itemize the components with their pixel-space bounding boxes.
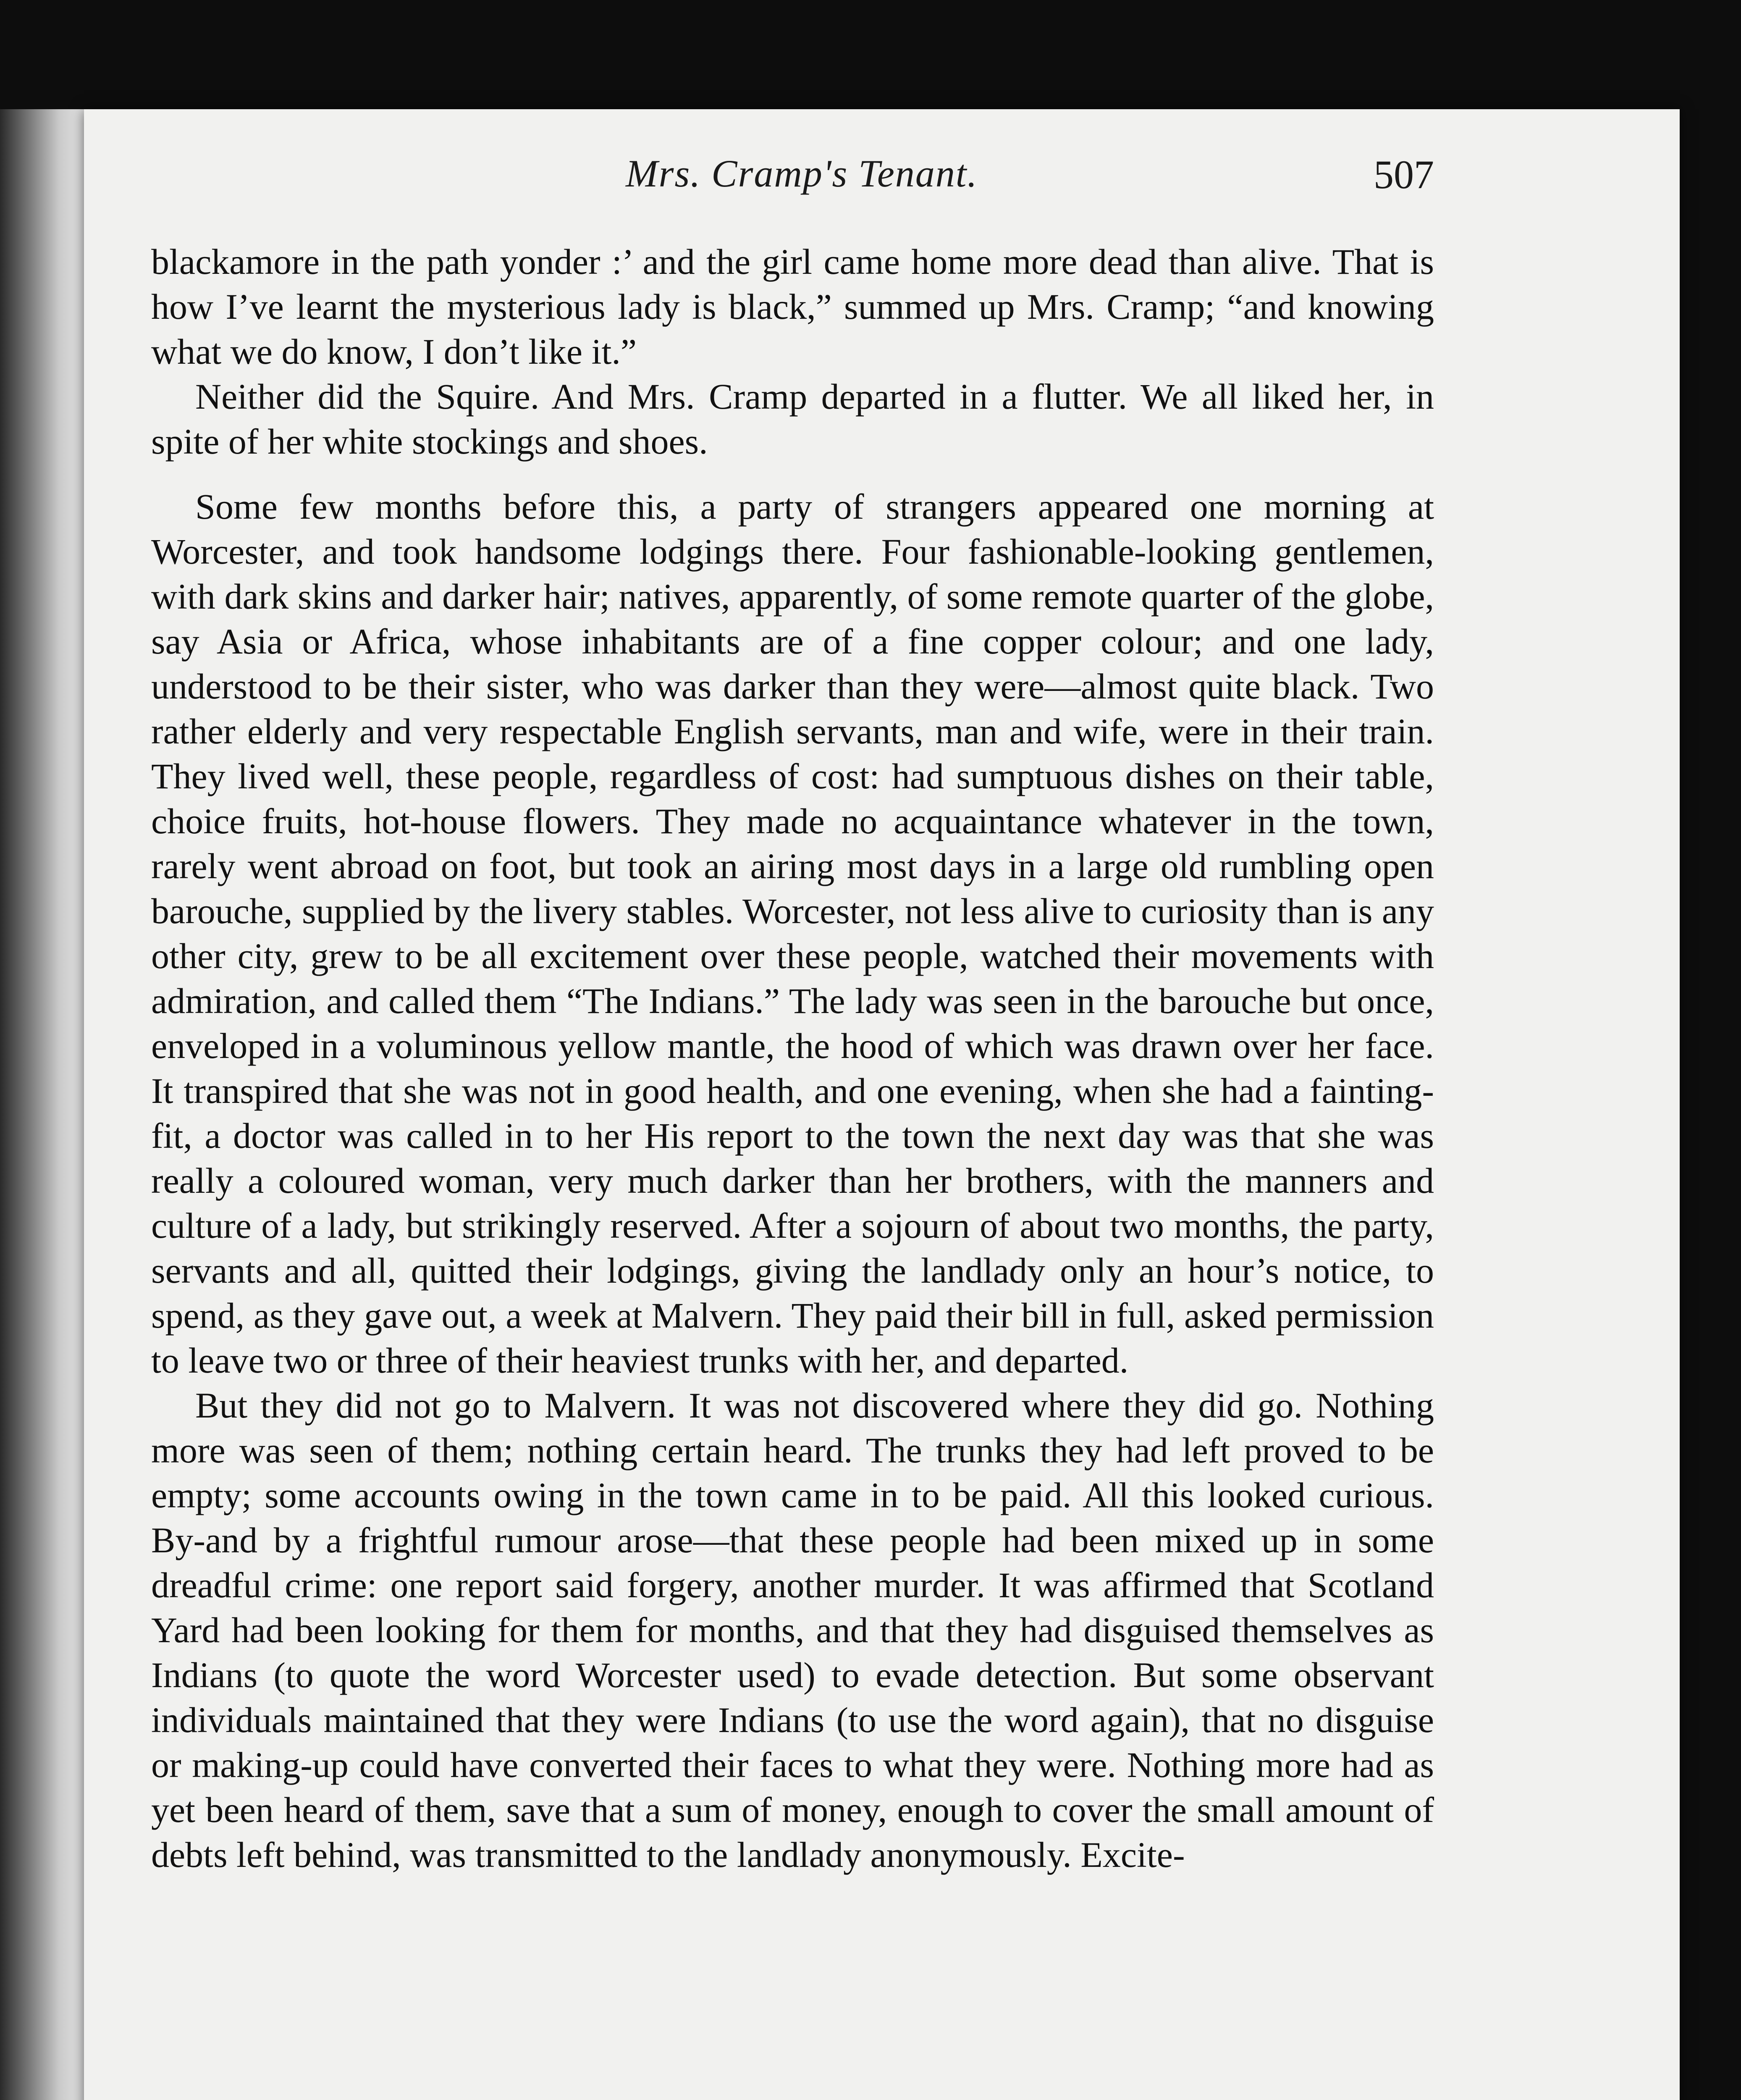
paragraph: But they did not go to Malvern. It was not discovered where they did go. Nothing more was seen of them; nothing certain heard. The trunks they had left proved to be empty; some accounts owing in the town came in to be paid. All this looked curious. By-and by a frightful rumour arose—that these people had been mixed up in some dreadful crime: one report said forgery, another murder. It was affirmed that Scotland Yard had been looking for them for months, and that they had disguised themselves as Indians (to quote the word Worcester used) to evade detection. But some observant individuals maintained that they were Indians (to use the word again), that no disguise or making-up could have converted their faces to what they were. Nothing more had as yet been heard of them, save that a sum of money, enough to cover the small amount of debts left behind, was transmitted to the landlady anonymously. Excite- — [151, 1385, 1434, 1875]
facing-page-edge — [0, 109, 84, 2100]
paragraph-section-start: Some few months before this, a party of strangers appeared one morning at Worcester, and took handsome lodgings there. Four fashionable-looking gentlemen, with dark skins and darker hair; natives, apparently, of some remote quarter of the globe, say Asia or Africa, whose inhabitants are of a fine copper colour; and one lady, understood to be their sister, who was darker than they were—almost quite black. Two rather elderly and very respectable English servants, man and wife, were in their train. They lived well, these people, regardless of cost: had sumptuous dishes on their table, choice fruits, hot-house flowers. They made no acquaintance whatever in the town, rarely went abroad on foot, but took an airing most days in a large old rumbling open barouche, supplied by the livery stables. Worcester, not less alive to curiosity than is any other city, grew to be all excitement over these people, watched their movements with admiration, and called them “The Indians.” The lady was seen in the barouche but once, enveloped in a voluminous yellow mantle, the hood of which was drawn over her face. It transpired that she was not in good health, and one evening, when she had a fainting-fit, a doctor was called in to her His report to the town the next day was that she was really a coloured woman, very much darker than her brothers, with the manners and culture of a lady, but strikingly reserved. After a sojourn of about two months, the party, servants and all, quitted their lodgings, giving the landlady only an hour’s notice, to spend, as they gave out, a week at Malvern. They paid their bill in full, asked permission to leave two or three of their heaviest trunks with her, and departed. — [151, 486, 1434, 1381]
paragraph: Neither did the Squire. And Mrs. Cramp departed in a flutter. We all liked her, in spite of her white stockings and shoes. — [151, 376, 1434, 462]
running-head — [151, 151, 1434, 218]
body-text — [151, 239, 1434, 1877]
running-title: Mrs. Cramp's Tenant. — [626, 152, 978, 195]
page-number: 507 — [1374, 152, 1434, 197]
paragraph-continuation: blackamore in the path yonder :’ and the girl came home more dead than alive. That is how I’ve learnt the mysterious lady is black,” summed up Mrs. Cramp; “and knowing what we do know, I don’t like it.” — [151, 242, 1434, 372]
